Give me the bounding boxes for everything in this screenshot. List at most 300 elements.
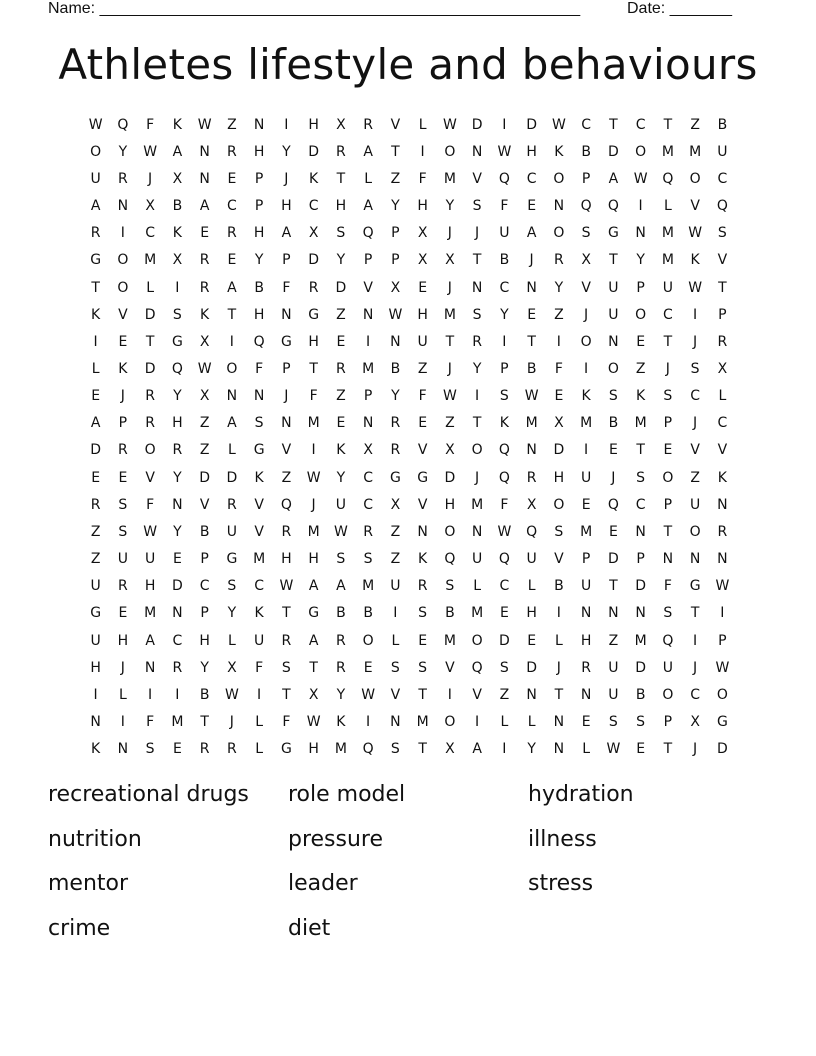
grid-letter-cell: T: [445, 333, 455, 350]
grid-letter-cell: V: [417, 496, 428, 513]
grid-letter-cell: S: [445, 578, 455, 595]
grid-letter-cell: H: [308, 333, 319, 350]
grid-letter-cell: T: [309, 360, 318, 377]
grid-letter-cell: J: [529, 252, 534, 269]
grid-letter-cell: U: [499, 225, 510, 242]
grid-letter-cell: P: [391, 225, 400, 242]
grid-letter-cell: L: [146, 279, 155, 296]
grid-letter-cell: F: [255, 360, 264, 377]
grid-letter-cell: G: [607, 225, 619, 242]
grid-letter-cell: P: [282, 252, 291, 269]
grid-letter-cell: P: [581, 170, 591, 187]
grid-letter-cell: W: [606, 741, 621, 758]
grid-letter-cell: N: [526, 686, 537, 703]
grid-letter-cell: W: [633, 170, 648, 187]
grid-letter-cell: N: [199, 143, 210, 160]
grid-letter-cell: L: [473, 578, 482, 595]
grid-letter-cell: O: [471, 442, 483, 459]
grid-letter-cell: N: [635, 605, 646, 622]
grid-letter-cell: J: [693, 659, 698, 676]
grid-letter-cell: Z: [390, 170, 401, 187]
grid-letter-cell: L: [118, 686, 127, 703]
grid-letter-cell: N: [362, 415, 374, 432]
grid-letter-cell: A: [199, 198, 210, 215]
grid-letter-cell: N: [471, 143, 483, 160]
grid-letter-cell: A: [145, 632, 155, 649]
grid-letter-cell: N: [172, 605, 183, 622]
grid-letter-cell: Y: [472, 360, 482, 377]
grid-letter-cell: E: [608, 442, 618, 459]
grid-letter-cell: Y: [173, 388, 182, 405]
grid-letter-cell: W: [715, 659, 730, 676]
grid-letter-cell: Y: [554, 279, 564, 296]
grid-letter-cell: S: [608, 714, 618, 731]
grid-letter-cell: R: [199, 252, 210, 269]
grid-letter-cell: C: [363, 469, 374, 486]
grid-letter-cell: O: [689, 170, 701, 187]
grid-letter-cell: Y: [445, 198, 455, 215]
grid-letter-cell: S: [172, 306, 182, 323]
grid-letter-cell: D: [444, 469, 456, 486]
grid-letter-cell: M: [661, 143, 674, 160]
grid-letter-cell: S: [336, 225, 346, 242]
grid-letter-cell: I: [475, 388, 480, 405]
grid-letter-cell: N: [117, 741, 129, 758]
grid-letter-cell: A: [472, 741, 482, 758]
grid-letter-cell: X: [417, 225, 428, 242]
grid-letter-cell: R: [172, 659, 183, 676]
grid-letter-cell: I: [502, 333, 507, 350]
grid-letter-cell: I: [311, 442, 316, 459]
grid-letter-cell: C: [635, 116, 646, 133]
grid-letter-cell: I: [148, 686, 153, 703]
grid-letter-cell: L: [227, 632, 236, 649]
grid-letter-cell: Q: [362, 741, 374, 758]
grid-letter-cell: G: [253, 442, 265, 459]
grid-letter-cell: H: [199, 632, 210, 649]
grid-letter-cell: F: [554, 360, 563, 377]
grid-letter-cell: V: [254, 523, 264, 540]
grid-letter-cell: J: [284, 388, 289, 405]
grid-letter-cell: I: [720, 605, 725, 622]
grid-letter-cell: C: [145, 225, 156, 242]
grid-letter-cell: J: [148, 170, 153, 187]
grid-letter-cell: C: [308, 198, 319, 215]
grid-letter-cell: M: [416, 714, 429, 731]
grid-letter-cell: V: [390, 686, 401, 703]
grid-letter-cell: N: [526, 442, 537, 459]
grid-letter-cell: Z: [336, 306, 346, 323]
grid-letter-cell: W: [442, 388, 457, 405]
grid-letter-cell: U: [608, 686, 619, 703]
grid-letter-cell: C: [172, 632, 183, 649]
grid-letter-cell: O: [662, 686, 674, 703]
grid-letter-cell: P: [363, 388, 373, 405]
grid-letter-cell: N: [635, 225, 646, 242]
grid-letter-cell: O: [444, 523, 456, 540]
grid-letter-cell: F: [663, 578, 672, 595]
grid-letter-cell: X: [445, 252, 455, 269]
grid-letter-cell: K: [309, 170, 319, 187]
grid-letter-cell: U: [335, 496, 346, 513]
grid-letter-cell: Q: [526, 523, 538, 540]
grid-letter-cell: U: [662, 659, 673, 676]
grid-letter-cell: K: [636, 388, 646, 405]
grid-letter-cell: V: [145, 469, 155, 486]
grid-letter-cell: B: [199, 523, 210, 540]
grid-letter-cell: W: [143, 523, 158, 540]
grid-letter-cell: C: [581, 116, 592, 133]
grid-letter-cell: C: [363, 496, 374, 513]
grid-letter-cell: N: [253, 116, 265, 133]
grid-letter-cell: T: [609, 252, 618, 269]
grid-letter-cell: U: [690, 496, 701, 513]
grid-letter-cell: D: [144, 306, 156, 323]
grid-letter-cell: T: [527, 333, 536, 350]
grid-letter-cell: X: [336, 116, 346, 133]
grid-letter-cell: O: [662, 469, 674, 486]
grid-letter-cell: E: [91, 388, 101, 405]
grid-letter-cell: W: [361, 686, 376, 703]
grid-letter-cell: P: [500, 360, 509, 377]
grid-letter-cell: H: [308, 741, 319, 758]
grid-letter-cell: M: [580, 523, 593, 540]
grid-letter-cell: S: [281, 659, 291, 676]
grid-letter-cell: N: [199, 170, 210, 187]
grid-letter-cell: S: [690, 360, 700, 377]
grid-letter-cell: W: [688, 225, 703, 242]
grid-letter-cell: I: [120, 225, 125, 242]
grid-letter-cell: R: [336, 659, 346, 676]
grid-letter-cell: P: [663, 714, 673, 731]
grid-letter-cell: G: [389, 469, 401, 486]
grid-letter-cell: Q: [607, 496, 619, 513]
grid-letter-cell: X: [199, 333, 210, 350]
grid-letter-cell: T: [200, 714, 209, 731]
grid-letter-cell: R: [118, 170, 128, 187]
grid-letter-cell: A: [90, 198, 101, 215]
grid-letter-cell: J: [693, 741, 698, 758]
grid-letter-cell: R: [118, 442, 128, 459]
grid-letter-cell: N: [117, 198, 129, 215]
grid-letter-cell: Q: [498, 170, 510, 187]
grid-letter-cell: J: [120, 659, 125, 676]
grid-letter-cell: I: [420, 143, 425, 160]
grid-letter-cell: A: [172, 143, 183, 160]
grid-letter-cell: A: [281, 225, 292, 242]
grid-letter-cell: K: [336, 442, 346, 459]
grid-letter-cell: M: [525, 415, 538, 432]
grid-letter-cell: L: [582, 741, 591, 758]
grid-letter-cell: J: [311, 496, 316, 513]
grid-letter-cell: U: [581, 578, 592, 595]
grid-letter-cell: N: [172, 496, 183, 513]
grid-letter-cell: F: [146, 116, 155, 133]
grid-letter-cell: J: [229, 714, 234, 731]
grid-letter-cell: K: [172, 116, 182, 133]
grid-letter-cell: J: [611, 469, 616, 486]
grid-letter-cell: R: [281, 632, 292, 649]
grid-letter-cell: E: [336, 333, 346, 350]
grid-letter-cell: X: [390, 279, 401, 296]
grid-letter-cell: J: [475, 225, 480, 242]
grid-letter-cell: H: [90, 659, 101, 676]
grid-letter-cell: T: [472, 252, 482, 269]
grid-letter-cell: S: [118, 523, 128, 540]
grid-letter-cell: W: [497, 523, 512, 540]
page-title: Athletes lifestyle and behaviours: [58, 40, 758, 89]
grid-letter-cell: X: [690, 714, 700, 731]
grid-letter-cell: R: [526, 469, 537, 486]
grid-letter-cell: Y: [636, 252, 645, 269]
grid-letter-cell: H: [308, 116, 319, 133]
grid-letter-cell: D: [607, 551, 619, 568]
grid-letter-cell: F: [255, 659, 264, 676]
grid-letter-cell: J: [447, 360, 452, 377]
grid-letter-cell: C: [717, 170, 728, 187]
grid-letter-cell: R: [717, 333, 728, 350]
grid-letter-cell: L: [255, 741, 264, 758]
grid-letter-cell: V: [281, 442, 292, 459]
grid-letter-cell: O: [553, 170, 565, 187]
grid-letter-cell: F: [500, 198, 509, 215]
grid-letter-cell: M: [471, 496, 484, 513]
grid-letter-cell: R: [717, 523, 728, 540]
grid-letter-cell: M: [253, 551, 266, 568]
grid-letter-cell: Y: [200, 659, 209, 676]
grid-letter-cell: O: [553, 225, 565, 242]
grid-letter-cell: K: [554, 143, 564, 160]
grid-letter-cell: G: [226, 551, 238, 568]
grid-letter-cell: X: [581, 252, 591, 269]
word-bank-item: pressure: [288, 826, 384, 852]
grid-letter-cell: O: [471, 632, 483, 649]
grid-letter-cell: T: [145, 333, 155, 350]
grid-letter-cell: B: [635, 686, 646, 703]
grid-letter-cell: P: [581, 551, 591, 568]
word-bank-item: crime: [48, 915, 111, 941]
grid-letter-cell: S: [636, 469, 646, 486]
grid-letter-cell: P: [363, 252, 373, 269]
grid-letter-cell: C: [635, 496, 646, 513]
grid-letter-cell: W: [224, 686, 239, 703]
grid-letter-cell: L: [554, 632, 563, 649]
grid-letter-cell: R: [145, 388, 155, 405]
grid-letter-cell: E: [663, 442, 673, 459]
grid-letter-cell: Y: [227, 605, 237, 622]
grid-letter-cell: S: [118, 496, 128, 513]
grid-letter-cell: R: [90, 496, 101, 513]
grid-letter-cell: I: [447, 686, 452, 703]
grid-letter-cell: O: [226, 360, 238, 377]
grid-letter-cell: Q: [607, 198, 619, 215]
grid-letter-cell: O: [362, 632, 374, 649]
grid-letter-cell: R: [227, 225, 237, 242]
grid-letter-cell: Q: [498, 551, 510, 568]
grid-letter-cell: C: [499, 578, 510, 595]
word-bank-item: stress: [528, 871, 594, 896]
grid-letter-cell: N: [253, 388, 265, 405]
word-bank-item: diet: [288, 915, 331, 941]
grid-letter-cell: T: [690, 605, 700, 622]
word-bank-item: hydration: [528, 782, 634, 807]
grid-letter-cell: N: [471, 523, 483, 540]
grid-letter-cell: J: [447, 225, 452, 242]
grid-letter-cell: Z: [227, 116, 237, 133]
grid-letter-cell: V: [554, 551, 564, 568]
grid-letter-cell: Y: [391, 198, 400, 215]
grid-letter-cell: U: [417, 333, 428, 350]
grid-letter-cell: T: [663, 116, 673, 133]
grid-letter-cell: I: [502, 741, 507, 758]
grid-letter-cell: F: [282, 279, 291, 296]
grid-letter-cell: H: [281, 198, 292, 215]
grid-letter-cell: I: [120, 714, 125, 731]
grid-letter-cell: H: [580, 632, 592, 649]
grid-letter-cell: Z: [90, 551, 101, 568]
grid-letter-cell: I: [366, 333, 371, 350]
grid-letter-cell: Z: [690, 116, 700, 133]
grid-letter-cell: P: [200, 551, 209, 568]
grid-letter-cell: E: [418, 279, 428, 296]
grid-letter-cell: O: [635, 143, 647, 160]
grid-letter-cell: I: [584, 442, 589, 459]
grid-letter-cell: N: [717, 551, 728, 568]
grid-letter-cell: R: [336, 143, 346, 160]
grid-letter-cell: G: [90, 605, 102, 622]
grid-letter-cell: Y: [336, 469, 346, 486]
grid-letter-cell: T: [336, 170, 346, 187]
grid-letter-cell: H: [553, 469, 565, 486]
grid-letter-cell: E: [172, 551, 182, 568]
grid-letter-cell: B: [499, 252, 510, 269]
grid-letter-cell: U: [90, 170, 101, 187]
grid-letter-cell: H: [417, 198, 428, 215]
grid-letter-cell: R: [363, 523, 373, 540]
grid-letter-cell: S: [472, 198, 482, 215]
grid-letter-cell: D: [716, 741, 728, 758]
grid-letter-cell: B: [581, 143, 591, 160]
grid-letter-cell: E: [581, 496, 591, 513]
grid-letter-cell: X: [308, 686, 319, 703]
grid-letter-cell: D: [226, 469, 238, 486]
grid-letter-cell: Z: [199, 442, 210, 459]
grid-letter-cell: E: [200, 225, 210, 242]
grid-letter-cell: E: [527, 632, 537, 649]
grid-letter-cell: X: [363, 442, 373, 459]
grid-letter-cell: S: [499, 388, 509, 405]
grid-letter-cell: N: [608, 333, 619, 350]
grid-letter-cell: T: [718, 279, 727, 296]
grid-letter-cell: I: [393, 605, 398, 622]
grid-letter-cell: R: [390, 442, 401, 459]
grid-letter-cell: I: [475, 714, 480, 731]
grid-letter-cell: X: [717, 360, 728, 377]
grid-letter-cell: G: [171, 333, 183, 350]
grid-letter-cell: W: [279, 578, 294, 595]
grid-letter-cell: X: [308, 225, 319, 242]
grid-letter-cell: O: [635, 306, 647, 323]
grid-letter-cell: I: [284, 116, 289, 133]
word-search-grid: [82, 111, 736, 763]
grid-letter-cell: L: [500, 714, 509, 731]
grid-letter-cell: M: [144, 252, 157, 269]
grid-letter-cell: V: [417, 442, 428, 459]
grid-letter-cell: D: [90, 442, 102, 459]
grid-letter-cell: H: [253, 143, 265, 160]
grid-letter-cell: R: [172, 442, 183, 459]
grid-letter-cell: A: [227, 279, 237, 296]
grid-letter-cell: C: [526, 170, 537, 187]
grid-letter-cell: S: [472, 306, 482, 323]
grid-letter-cell: D: [526, 659, 538, 676]
grid-letter-cell: O: [580, 333, 592, 350]
grid-letter-cell: B: [336, 605, 346, 622]
grid-letter-cell: R: [363, 116, 373, 133]
grid-letter-cell: P: [718, 306, 727, 323]
grid-letter-cell: Q: [280, 496, 292, 513]
grid-letter-cell: T: [609, 116, 618, 133]
grid-letter-cell: K: [91, 306, 101, 323]
grid-letter-cell: Q: [444, 551, 456, 568]
grid-letter-cell: O: [117, 252, 129, 269]
grid-letter-cell: J: [447, 279, 452, 296]
grid-letter-cell: U: [472, 551, 483, 568]
grid-letter-cell: N: [390, 714, 401, 731]
grid-letter-cell: U: [226, 523, 237, 540]
grid-letter-cell: N: [90, 714, 101, 731]
grid-letter-cell: T: [309, 659, 318, 676]
grid-letter-cell: D: [171, 578, 183, 595]
grid-letter-cell: K: [91, 741, 101, 758]
grid-letter-cell: G: [280, 333, 292, 350]
grid-letter-cell: B: [526, 360, 537, 377]
grid-letter-cell: B: [608, 415, 619, 432]
word-bank-item: nutrition: [48, 826, 142, 852]
grid-letter-cell: G: [716, 714, 728, 731]
grid-letter-cell: G: [90, 252, 102, 269]
grid-letter-cell: P: [254, 198, 264, 215]
grid-letter-cell: Y: [173, 469, 182, 486]
grid-letter-cell: B: [445, 605, 455, 622]
grid-letter-cell: S: [390, 741, 400, 758]
grid-letter-cell: I: [556, 605, 561, 622]
grid-letter-cell: Z: [499, 686, 510, 703]
grid-letter-cell: T: [663, 333, 673, 350]
grid-letter-cell: K: [118, 360, 128, 377]
grid-letter-cell: N: [526, 279, 537, 296]
grid-letter-cell: V: [254, 496, 264, 513]
grid-letter-cell: V: [472, 170, 482, 187]
grid-letter-cell: W: [333, 523, 348, 540]
grid-letter-cell: X: [554, 415, 564, 432]
grid-letter-cell: B: [554, 578, 564, 595]
grid-letter-cell: E: [608, 523, 618, 540]
grid-letter-cell: D: [553, 442, 565, 459]
grid-letter-cell: A: [363, 198, 373, 215]
grid-letter-cell: X: [199, 388, 210, 405]
grid-letter-cell: E: [527, 198, 537, 215]
grid-letter-cell: I: [257, 686, 262, 703]
grid-letter-cell: Z: [281, 469, 292, 486]
date-field-label: Date: _______: [627, 0, 732, 17]
grid-letter-cell: O: [716, 686, 728, 703]
grid-letter-cell: E: [118, 605, 128, 622]
grid-letter-cell: E: [418, 632, 428, 649]
grid-letter-cell: N: [144, 659, 156, 676]
grid-letter-cell: U: [662, 279, 673, 296]
grid-letter-cell: M: [443, 306, 456, 323]
